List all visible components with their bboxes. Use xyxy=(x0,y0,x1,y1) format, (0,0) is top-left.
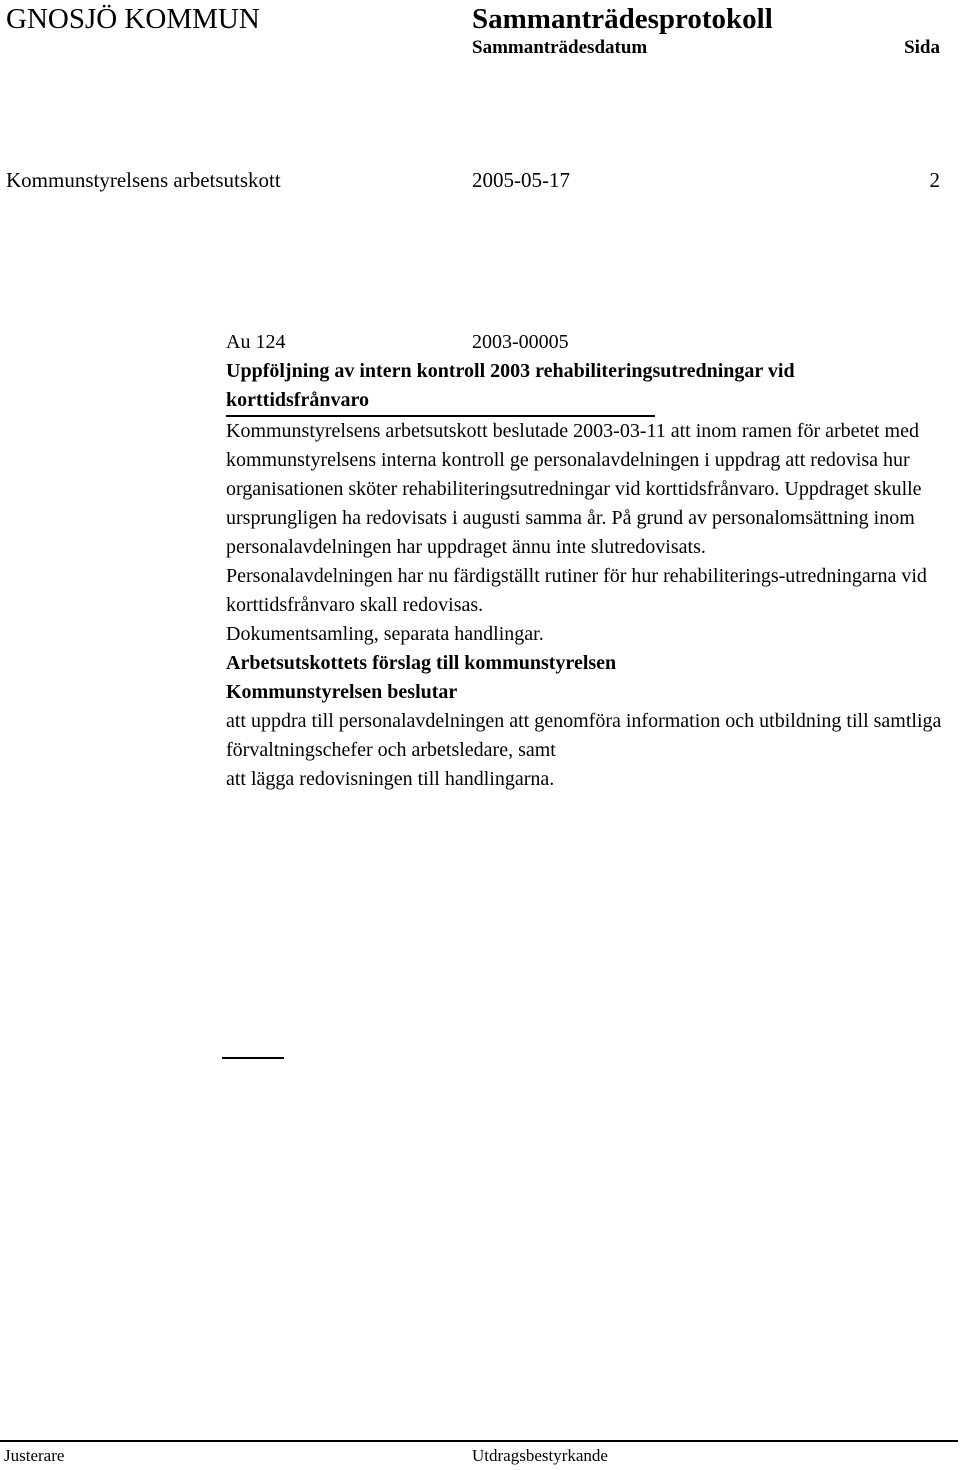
section-end-line xyxy=(222,1057,284,1059)
item-title-line1: Uppföljning av intern kontroll 2003 rehabiliteringsutredningar vid xyxy=(226,360,795,382)
case-number: 2003-00005 xyxy=(472,331,569,353)
protocol-item xyxy=(226,328,950,794)
document-title: Sammanträdesprotokoll xyxy=(472,3,773,35)
footer-divider xyxy=(0,1440,958,1442)
meeting-body: Kommunstyrelsens arbetsutskott xyxy=(6,168,281,192)
case-reference xyxy=(226,328,950,357)
meeting-date: 2005-05-17 xyxy=(472,168,570,192)
decision-heading: Kommunstyrelsen beslutar xyxy=(226,681,458,703)
paragraph-background: Kommunstyrelsens arbetsutskott beslutade 2003-03-11 att inom ramen för arbetet med kommunstyrelsens interna kontroll ge personalavdelningen i uppdrag att redovisa hur organisationen sköter rehabiliteringsutredningar vid korttidsfrånvaro. Uppdraget skulle ursprungligen ha redovisats i augusti samma år. På grund av personalomsättning inom personalavdelningen har uppdraget ännu inte slutredovisats. xyxy=(226,420,922,558)
page-label: Sida xyxy=(904,37,940,58)
proposal-heading: Arbetsutskottets förslag till kommunstyrelsen xyxy=(226,652,617,674)
item-title-line2: korttidsfrånvaro xyxy=(226,389,369,411)
page-number: 2 xyxy=(929,168,940,192)
paragraph-routines: Personalavdelningen har nu färdigställt rutiner för hur rehabiliterings-utredningarna vid korttidsfrånvaro skall redovisas. xyxy=(226,565,927,616)
footer-certification-label: Utdragsbestyrkande xyxy=(472,1446,608,1465)
footer-adjuster-label: Justerare xyxy=(4,1446,65,1465)
decision-clause-1: att uppdra till personalavdelningen att genomföra information och utbildning till samtliga förvaltningschefer och arbetsledare, samt xyxy=(226,710,942,761)
meeting-date-label: Sammanträdesdatum xyxy=(472,37,648,58)
item-title-underline xyxy=(226,386,655,417)
paragraph-documents: Dokumentsamling, separata handlingar. xyxy=(226,623,544,645)
decision-clause-2: att lägga redovisningen till handlingarna. xyxy=(226,768,555,790)
item-number: Au 124 xyxy=(226,331,286,353)
item-title xyxy=(226,357,950,417)
organization-name: GNOSJÖ KOMMUN xyxy=(6,3,260,35)
